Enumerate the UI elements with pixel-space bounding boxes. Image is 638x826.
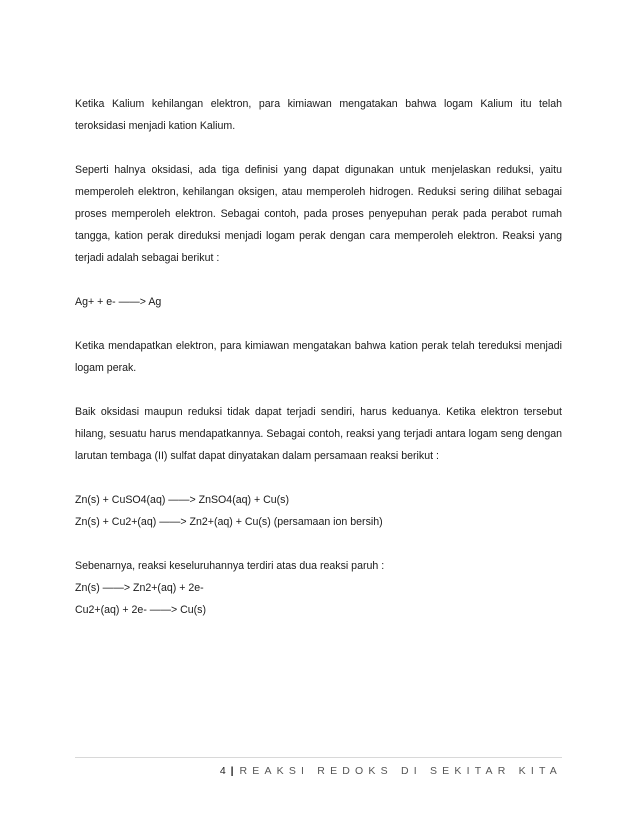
equation-molecular: Zn(s) + CuSO4(aq) ——> ZnSO4(aq) + Cu(s): [75, 494, 289, 506]
equation-net-ionic: Zn(s) + Cu2+(aq) ——> Zn2+(aq) + Cu(s) (persamaan ion bersih): [75, 516, 383, 528]
paragraph-redox-pair: Baik oksidasi maupun reduksi tidak dapat terjadi sendiri, harus keduanya. Ketika elektron tersebut hilang, sesuatu harus mendapatkannya. Sebagai contoh, reaksi yang terjadi antara logam seng dengan larutan tembaga (II) sulfat dapat dinyatakan dalam persamaan reaksi berikut :: [75, 406, 562, 462]
half-reaction-oxidation: Zn(s) ——> Zn2+(aq) + 2e-: [75, 582, 204, 594]
page-body: [75, 93, 562, 643]
footer-title: REAKSI REDOKS DI SEKITAR KITA: [239, 765, 562, 777]
paragraph-reduction-definition: Seperti halnya oksidasi, ada tiga definisi yang dapat digunakan untuk menjelaskan reduksi, yaitu memperoleh elektron, kehilangan oksigen, atau memperoleh hidrogen. Reduksi sering dilihat sebagai proses memperoleh elektron. Sebagai contoh, pada proses penyepuhan perak pada perabot rumah tangga, kation perak direduksi menjadi logam perak dengan cara memperoleh elektron. Reaksi yang terjadi adalah sebagai berikut :: [75, 164, 562, 264]
half-reactions-intro: Sebenarnya, reaksi keseluruhannya terdiri atas dua reaksi paruh :: [75, 560, 385, 572]
paragraph-silver-reduced: Ketika mendapatkan elektron, para kimiawan mengatakan bahwa kation perak telah tereduksi menjadi logam perak.: [75, 340, 562, 374]
page-number: 4: [219, 765, 226, 777]
footer-separator: |: [230, 765, 234, 777]
paragraph-oxidation-kalium: Ketika Kalium kehilangan elektron, para kimiawan mengatakan bahwa logam Kalium itu telah teroksidasi menjadi kation Kalium.: [75, 98, 562, 132]
half-reactions-block: [75, 555, 562, 621]
equation-silver: Ag+ + e- ——> Ag: [75, 296, 162, 308]
page-footer: [220, 765, 562, 777]
footer-divider: [75, 757, 562, 758]
equation-group-zinc-copper: [75, 489, 562, 533]
half-reaction-reduction: Cu2+(aq) + 2e- ——> Cu(s): [75, 604, 206, 616]
